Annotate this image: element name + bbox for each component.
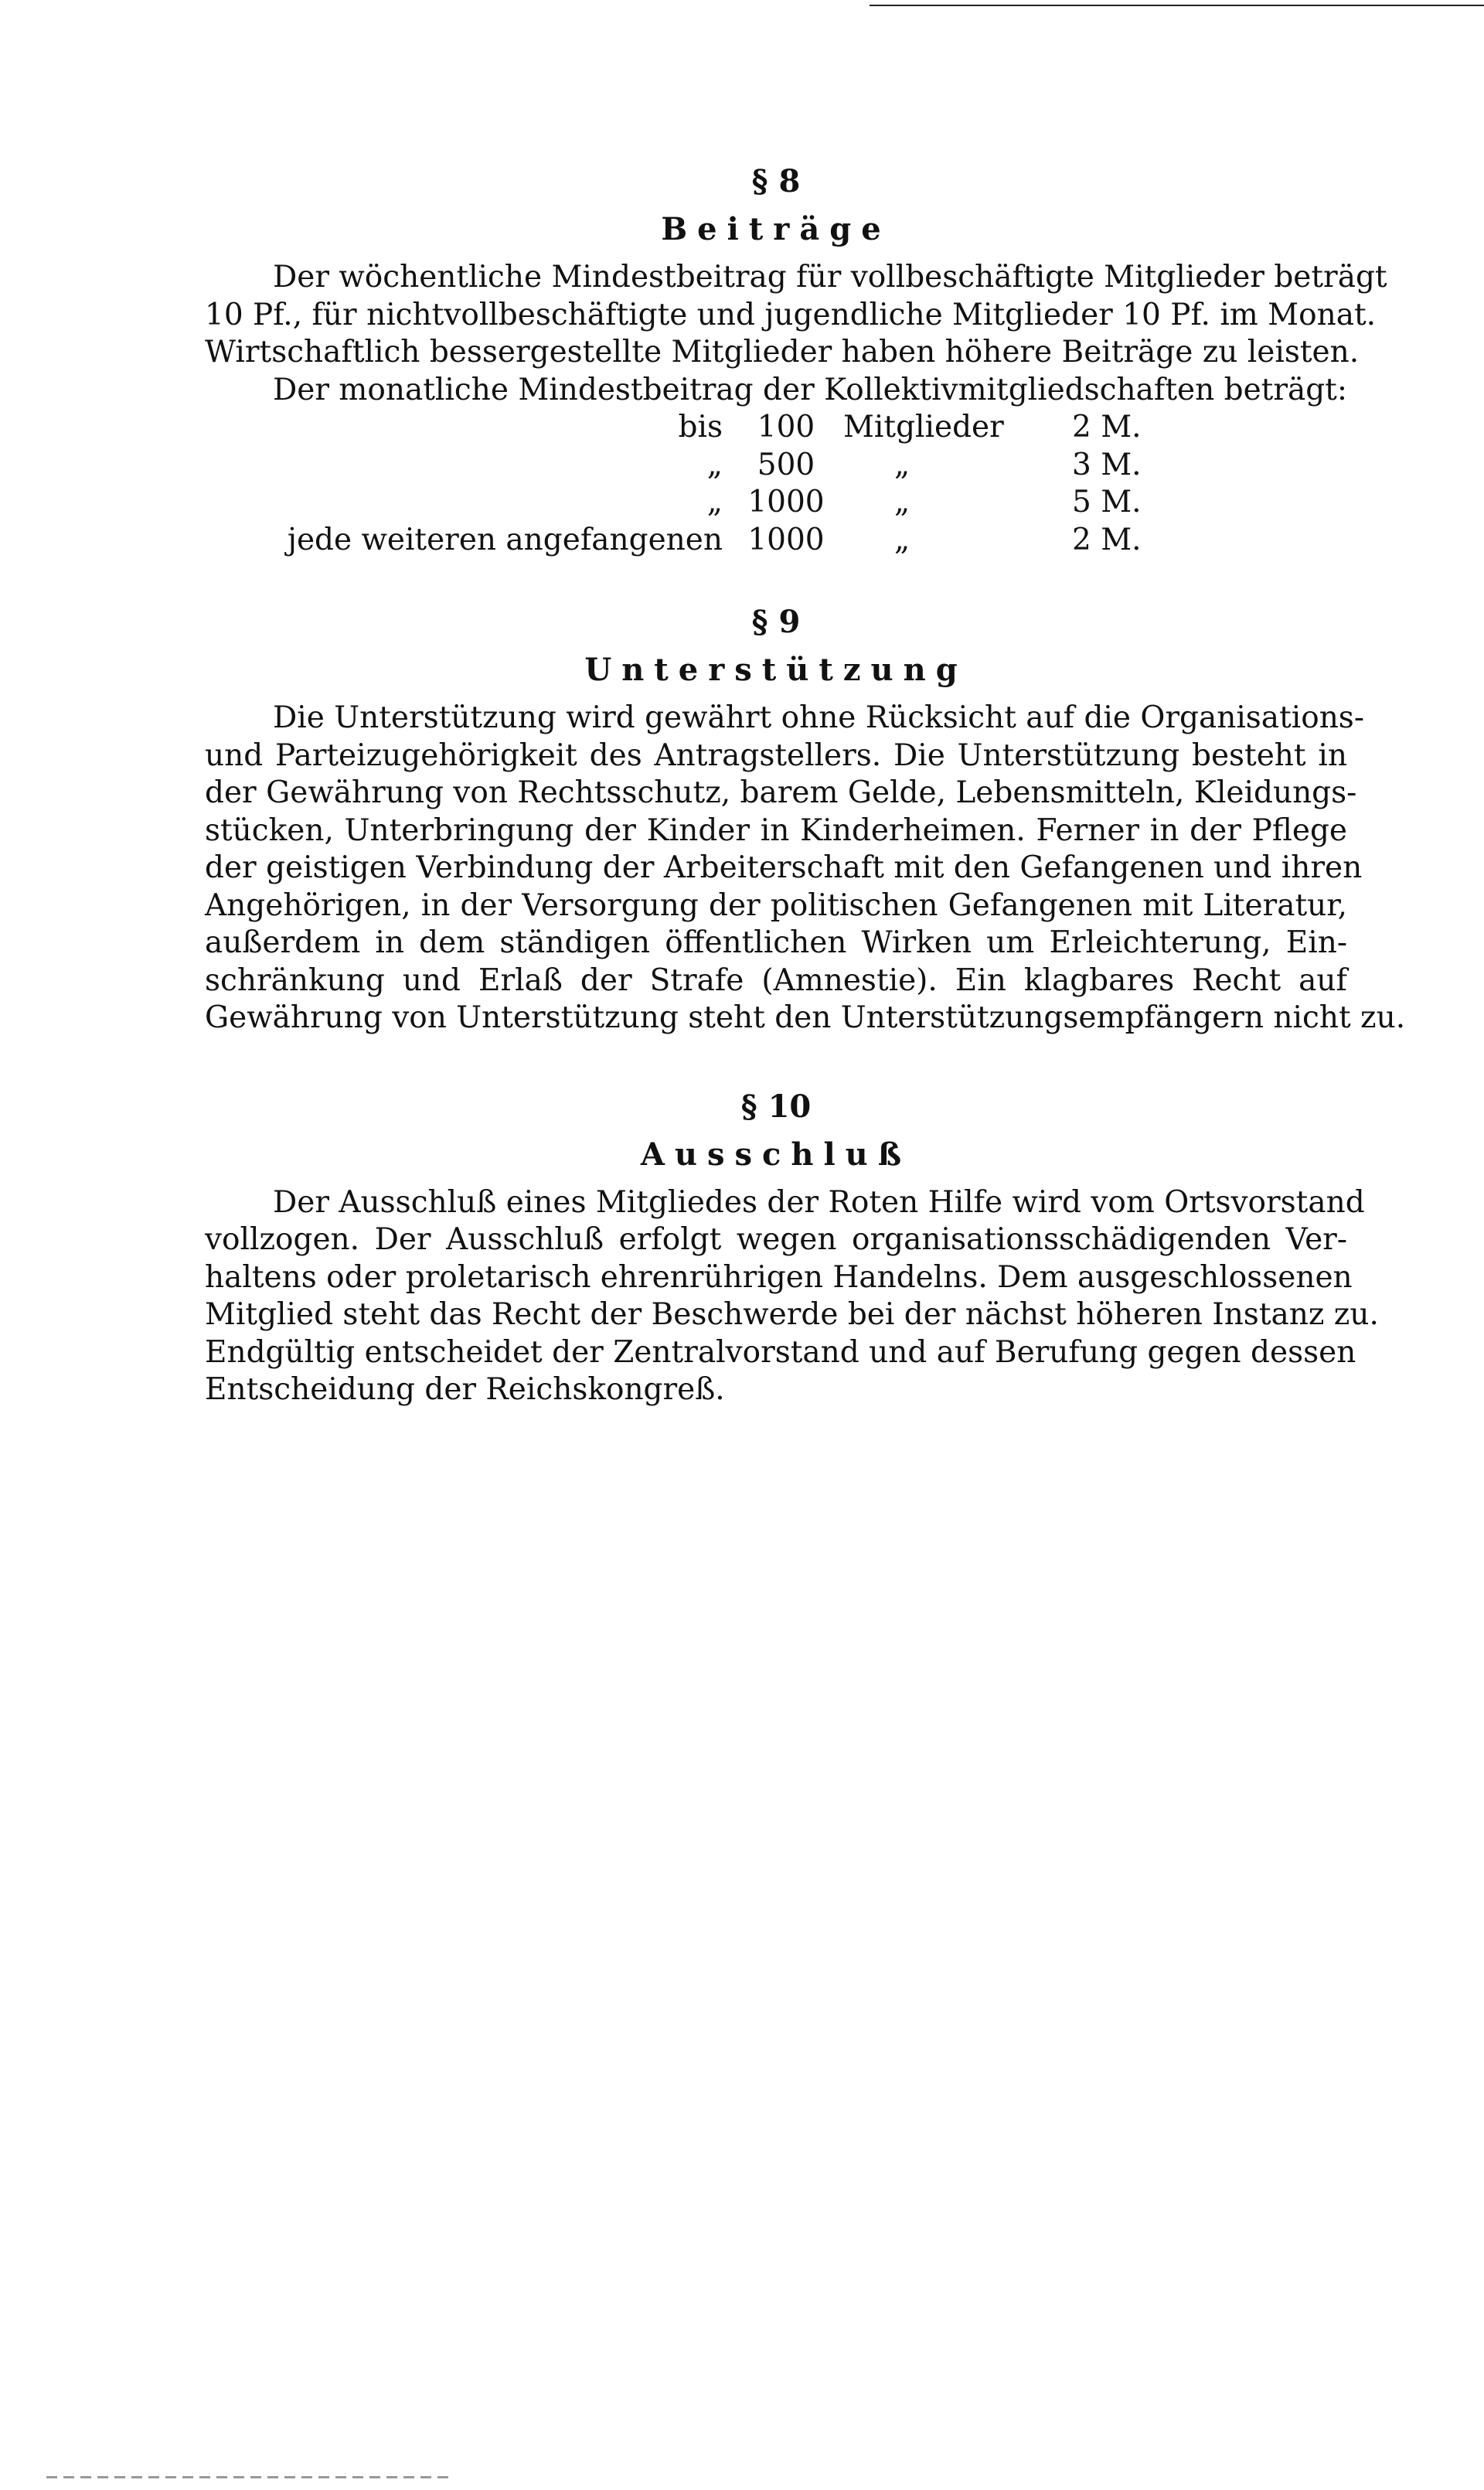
text-line: außerdem in dem ständigen öffentlichen Wirken um Erleichterung, Ein-: [205, 925, 1347, 960]
fee-unit: „: [894, 522, 910, 557]
section-paragraph: [205, 259, 1387, 409]
fee-unit: „: [894, 485, 910, 519]
section-paragraph: [205, 700, 1406, 1037]
section-number: § 9: [751, 604, 801, 640]
text-line: stücken, Unterbringung der Kinder in Kinderheimen. Ferner in der Pflege: [205, 812, 1347, 848]
text-line: vollzogen. Der Ausschluß erfolgt wegen organisationsschädigenden Ver-: [205, 1222, 1347, 1257]
text-line: Der monatliche Mindestbeitrag der Kollektivmitgliedschaften beträgt:: [273, 372, 1347, 407]
section-title: Beiträge: [661, 211, 891, 247]
document-page: [205, 158, 1406, 1409]
fee-amount: 2 M.: [1072, 410, 1142, 445]
fee-count: 1000: [747, 485, 825, 519]
fee-label: „: [706, 485, 723, 519]
text-line: und Parteizugehörigkeit des Antragstellers. Die Unterstützung besteht in: [205, 737, 1347, 773]
text-line: der Gewährung von Rechtsschutz, barem Gelde, Lebensmitteln, Kleidungs-: [205, 775, 1357, 810]
fee-row: [205, 447, 1165, 485]
fee-amount: 3 M.: [1072, 447, 1142, 482]
section-number: § 10: [740, 1088, 812, 1125]
fee-amount: 5 M.: [1072, 485, 1142, 519]
fee-count: 500: [757, 447, 815, 482]
section-8: [205, 158, 1387, 559]
section-10: [205, 1084, 1379, 1409]
text-line: Angehörigen, in der Versorgung der politischen Gefangenen mit Literatur,: [205, 887, 1347, 923]
section-title: Unterstützung: [584, 652, 968, 688]
text-line: der geistigen Verbindung der Arbeiterschaft mit den Gefangenen und ihren: [205, 850, 1363, 885]
fee-unit: „: [894, 447, 910, 482]
text-line: Der Ausschluß eines Mitgliedes der Roten Hilfe wird vom Ortsvorstand: [273, 1184, 1365, 1220]
section-9: [205, 599, 1406, 1037]
scan-artifact: [46, 2476, 448, 2478]
text-line: schränkung und Erlaß der Strafe (Amnestie). Ein klagbares Recht auf: [205, 962, 1347, 998]
fee-unit: Mitglieder: [843, 410, 1004, 445]
text-line: Endgültig entscheidet der Zentralvorstand und auf Berufung gegen dessen: [205, 1334, 1356, 1370]
fee-count: 100: [757, 410, 815, 445]
section-paragraph: [205, 1184, 1379, 1409]
text-line: 10 Pf., für nichtvollbeschäftigte und jugendliche Mitglieder 10 Pf. im Monat.: [205, 297, 1377, 332]
fee-label: jede weiteren angefangenen: [287, 522, 723, 557]
text-line: Wirtschaftlich bessergestellte Mitglieder haben höhere Beiträge zu leisten.: [205, 335, 1360, 370]
section-title: Ausschluß: [640, 1136, 912, 1173]
text-line: haltens oder proletarisch ehrenrührigen Handelns. Dem ausgeschlossenen: [205, 1259, 1353, 1295]
text-line: Gewährung von Unterstützung steht den Unterstützungsempfängern nicht zu.: [205, 1000, 1406, 1035]
fee-row: [205, 409, 1165, 447]
text-line: Der wöchentliche Mindestbeitrag für vollbeschäftigte Mitglieder beträgt: [273, 260, 1387, 295]
text-line: Mitglied steht das Recht der Beschwerde bei der nächst höheren Instanz zu.: [205, 1297, 1379, 1332]
text-line: Entscheidung der Reichskongreß.: [205, 1372, 725, 1407]
fee-row: [205, 522, 1165, 560]
fee-table: [205, 409, 1165, 559]
section-gap: [205, 559, 1347, 599]
fee-amount: 2 M.: [1072, 522, 1142, 557]
section-number: § 8: [751, 163, 801, 199]
fee-label: bis: [678, 410, 723, 445]
fee-label: „: [706, 447, 723, 482]
text-line: Die Unterstützung wird gewährt ohne Rücksicht auf die Organisations-: [273, 700, 1364, 735]
fee-count: 1000: [747, 522, 825, 557]
section-gap: [205, 1037, 1347, 1084]
scan-edge-rule: [870, 5, 1484, 6]
fee-row: [205, 484, 1165, 522]
